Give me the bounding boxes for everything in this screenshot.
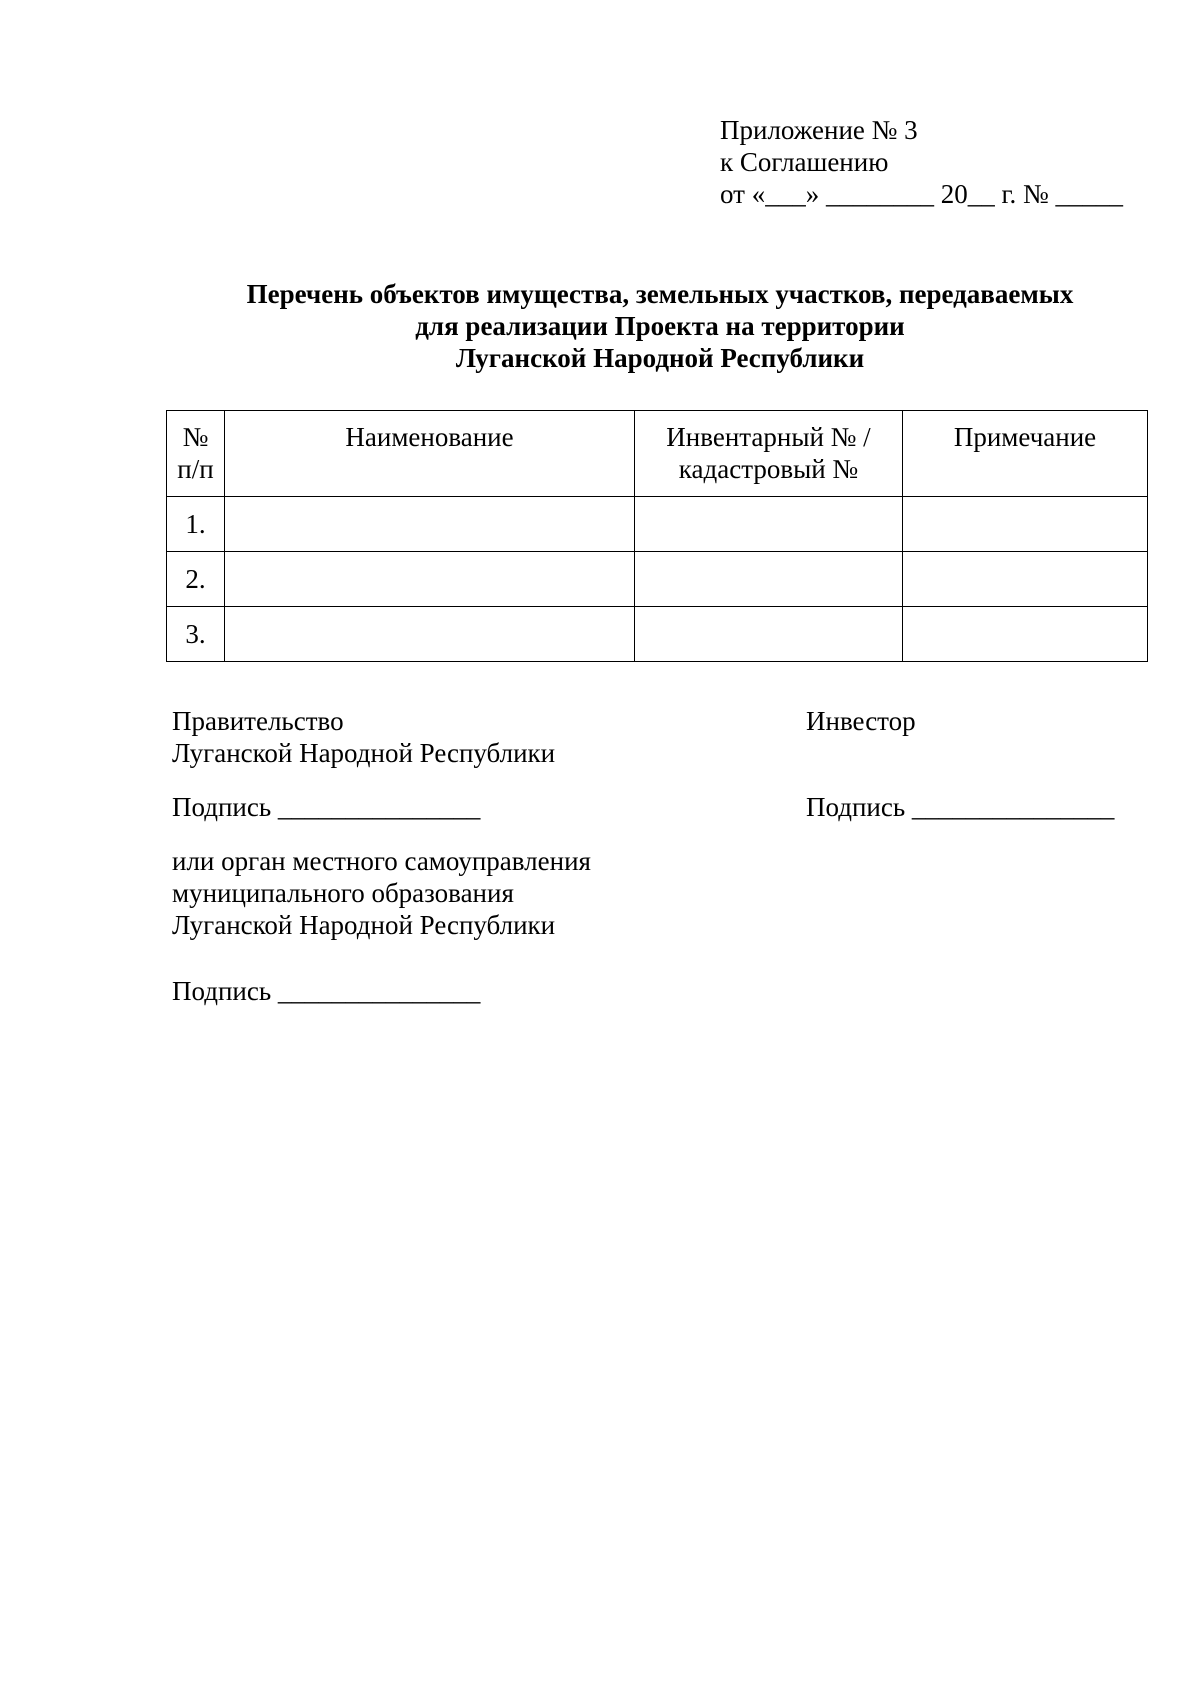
row-name-cell[interactable] bbox=[225, 607, 635, 662]
table-header-row bbox=[167, 411, 1148, 497]
government-party-line1: Правительство bbox=[172, 706, 344, 736]
header-cell-note bbox=[903, 411, 1148, 497]
investor-signature-line: Подпись _______________ bbox=[806, 792, 1115, 822]
annex-date-number: от «___» ________ 20__ г. № _____ bbox=[720, 179, 1123, 209]
row-note-cell[interactable] bbox=[903, 552, 1148, 607]
header-note-label: Примечание bbox=[953, 422, 1097, 452]
header-inventory-line1: Инвентарный № / bbox=[666, 422, 871, 452]
header-cell-number bbox=[167, 411, 225, 497]
table-row bbox=[167, 607, 1148, 662]
government-signature-line: Подпись _______________ bbox=[172, 792, 481, 822]
row-inventory-cell[interactable] bbox=[635, 552, 903, 607]
title-line-1: Перечень объектов имущества, земельных участков, передаваемых bbox=[246, 279, 1074, 309]
local-authority-signature-line: Подпись _______________ bbox=[172, 976, 481, 1006]
header-number-line1: № bbox=[182, 422, 209, 452]
row-number-cell: 3. bbox=[167, 607, 225, 662]
document-title bbox=[0, 278, 1200, 374]
government-signature-block bbox=[172, 705, 591, 1007]
annex-agreement-ref: к Соглашению bbox=[720, 147, 889, 177]
table-row bbox=[167, 497, 1148, 552]
property-table bbox=[166, 410, 1148, 662]
header-name-label: Наименование bbox=[345, 422, 514, 452]
row-note-cell[interactable] bbox=[903, 607, 1148, 662]
government-party-line2: Луганской Народной Республики bbox=[172, 738, 556, 768]
header-cell-inventory bbox=[635, 411, 903, 497]
annex-header bbox=[720, 114, 1123, 210]
row-inventory-cell[interactable] bbox=[635, 497, 903, 552]
investor-party: Инвестор bbox=[806, 706, 916, 736]
table-row bbox=[167, 552, 1148, 607]
title-line-3: Луганской Народной Республики bbox=[455, 343, 865, 373]
title-line-2: для реализации Проекта на территории bbox=[415, 311, 905, 341]
investor-signature-block bbox=[806, 705, 1114, 823]
local-authority-line2: муниципального образования bbox=[172, 878, 514, 908]
annex-number: Приложение № 3 bbox=[720, 115, 918, 145]
header-number-line2: п/п bbox=[177, 454, 214, 484]
row-number-cell: 2. bbox=[167, 552, 225, 607]
row-name-cell[interactable] bbox=[225, 497, 635, 552]
local-authority-line1: или орган местного самоуправления bbox=[172, 846, 591, 876]
header-cell-name bbox=[225, 411, 635, 497]
row-name-cell[interactable] bbox=[225, 552, 635, 607]
local-authority-line3: Луганской Народной Республики bbox=[172, 910, 556, 940]
row-note-cell[interactable] bbox=[903, 497, 1148, 552]
header-inventory-line2: кадастровый № bbox=[678, 454, 859, 484]
row-inventory-cell[interactable] bbox=[635, 607, 903, 662]
row-number-cell: 1. bbox=[167, 497, 225, 552]
